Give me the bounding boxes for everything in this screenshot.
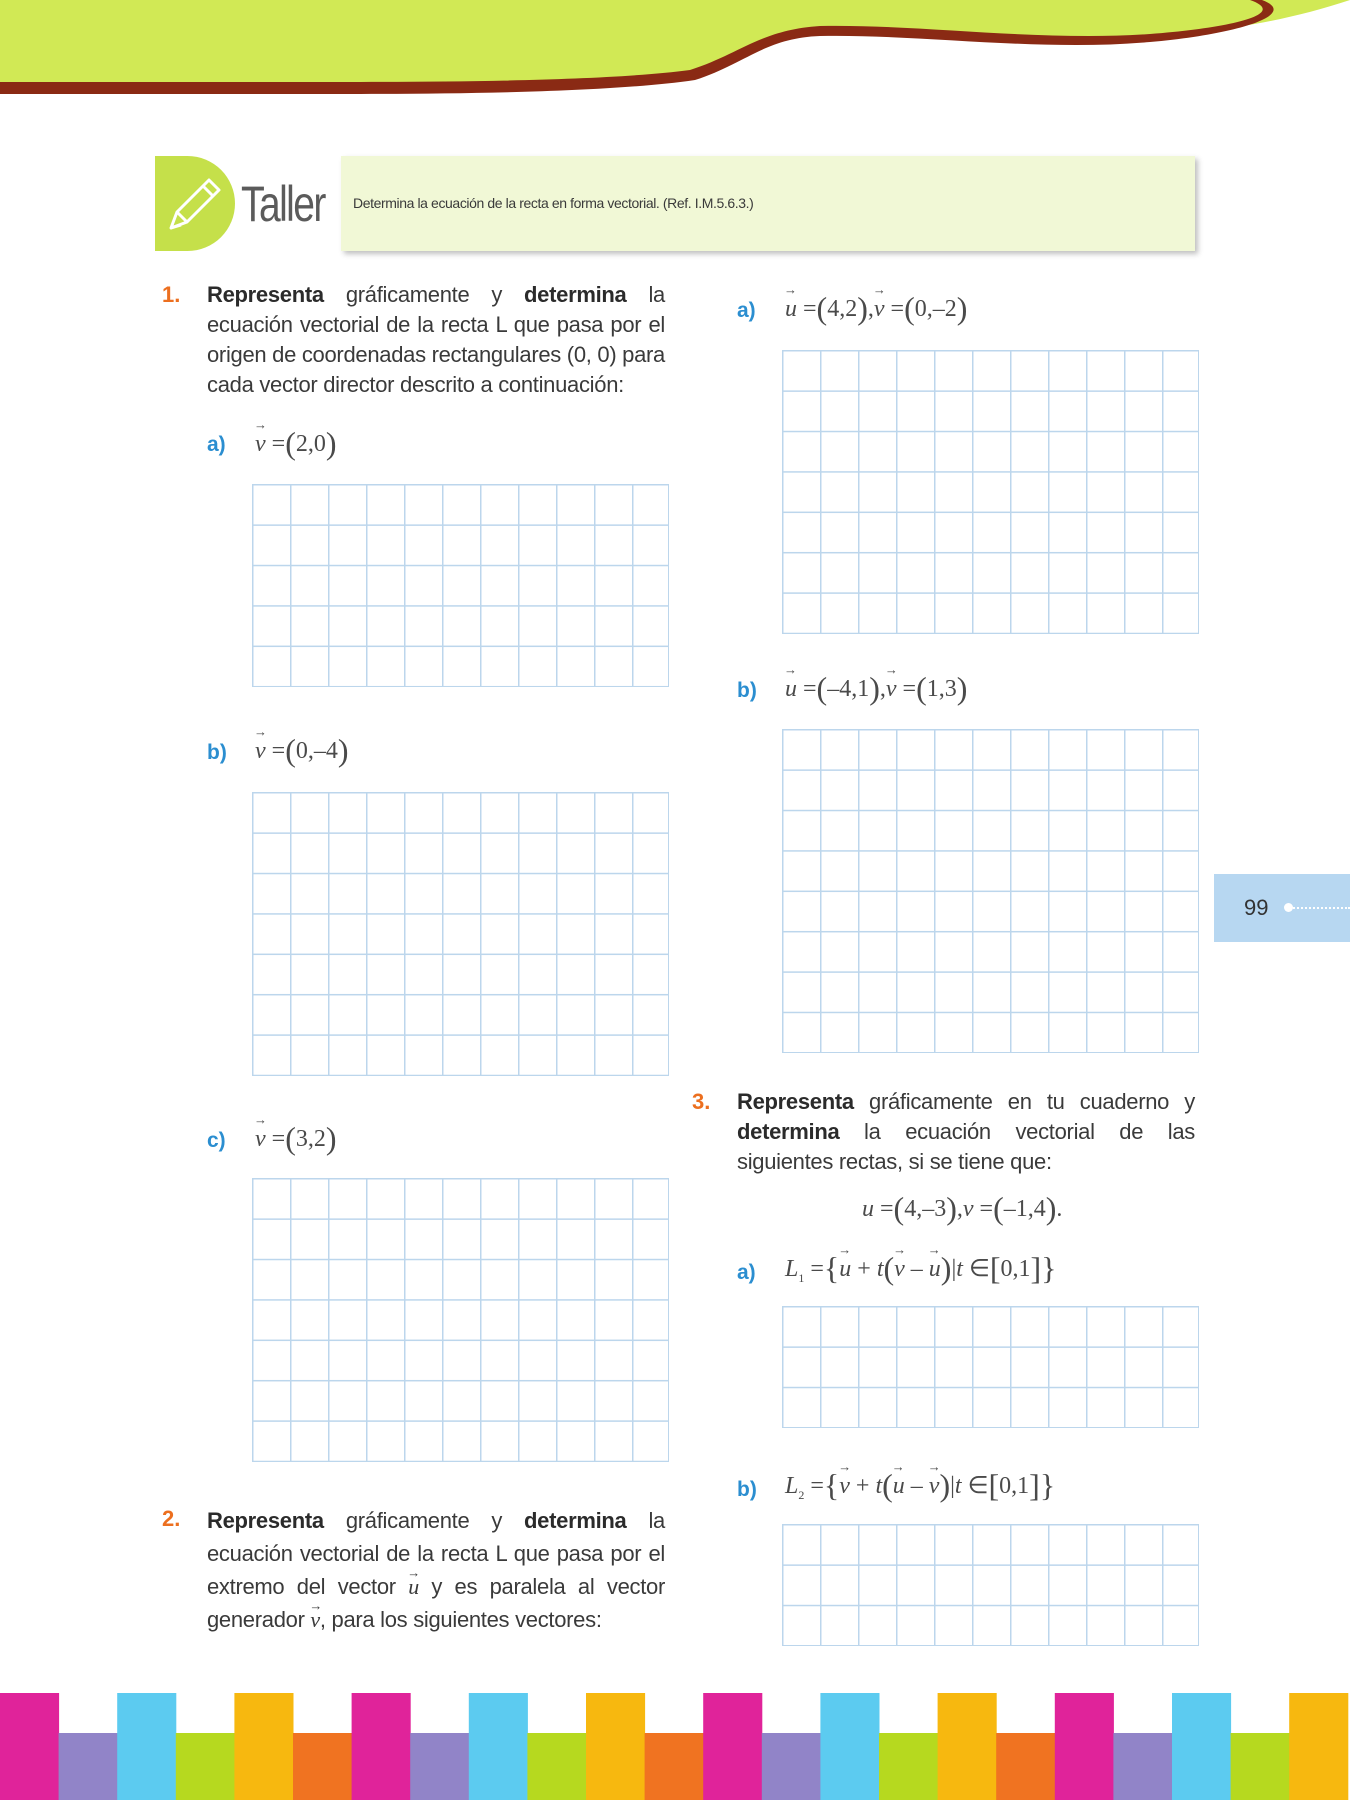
exercise-3b-label: b) [737,1478,757,1501]
stripe-short [1113,1733,1172,1800]
vector-b: → v [929,1473,940,1500]
exercise-1-bold-represent: Representa [207,282,324,307]
equals-sign: = [271,738,286,764]
stripe-short [996,1733,1055,1800]
stripe-tall [1289,1693,1348,1800]
exercise-3b-equation: $L_2$ ={→ v + t(→ u – → v)|t ∈[0,1]} [785,1467,1055,1504]
page-number-tab [1214,874,1350,942]
stripe-short [645,1733,704,1800]
header-wave [0,0,1350,100]
bottom-stripes [0,1693,1350,1800]
vector-a: → u [893,1473,905,1500]
paren-close: ) [325,425,337,461]
u-values: –4,1 [827,676,870,702]
exercise-1a-grid [252,484,669,687]
taller-icon-tab [155,156,235,251]
stripe-short [176,1733,235,1800]
paren-open: ( [285,425,296,461]
exercise-2b-label: b) [737,679,757,702]
exercise-2-text-1: gráficamente y [323,1508,525,1533]
stripe-tall [469,1693,528,1800]
vector-values: 3,2 [295,1126,326,1152]
line-subscript: 2 [798,1487,805,1502]
vector-v: → v [255,1126,266,1153]
exercise-3-number: 3. [692,1089,711,1114]
stripe-tall [703,1693,762,1800]
exercise-2-number: 2. [162,1506,181,1531]
given-u: u [862,1196,874,1222]
exercise-3b-grid [782,1524,1199,1646]
exercise-3-bold-determine: determina [737,1119,840,1144]
stripe-short [410,1733,469,1800]
stripe-tall [234,1693,293,1800]
vector-v: → v [255,431,266,458]
stripe-tall [1172,1693,1231,1800]
exercise-1-number: 1. [162,282,181,307]
stripe-short [1231,1733,1290,1800]
vector-v: → v [874,296,885,323]
exercise-3-given-vectors: u =(4,–3),v =(–1,4). [862,1190,1063,1226]
stripe-tall [820,1693,879,1800]
exercise-1-text [207,280,665,400]
exercise-1c-label: c) [207,1129,226,1152]
vector-v: → v [310,1603,319,1636]
taller-banner [155,156,1195,251]
exercise-2a-grid [782,350,1199,634]
exercise-3a-equation: $L_1$ ={→ u + t(→ v – → u)|t ∈[0,1]} [785,1250,1057,1287]
exercise-2-text-4: , para los siguientes vectores: [319,1607,602,1632]
exercise-1b-label: b) [207,741,227,764]
line-L: L [785,1473,799,1499]
exercise-2-text-3: y es paralela al vector generador [207,1574,665,1632]
vector-a: → v [894,1256,905,1283]
vector-v: → v [255,738,266,765]
stripe-short [59,1733,118,1800]
exercise-1a-vector [255,425,337,462]
exercise-2b-vectors: → u =(–4,1),→ v =(1,3) [785,670,967,707]
exercise-2-bold-determine: determina [524,1508,627,1533]
exercise-1b-vector [255,732,349,769]
stripe-tall [586,1693,645,1800]
page-dotted-line [1290,907,1350,911]
paren-close: ) [325,1120,337,1156]
exercise-2-text [207,1504,665,1636]
exercise-1-bold-determine: determina [524,282,627,307]
stripe-short [527,1733,586,1800]
u-values: 4,2 [827,296,858,322]
vector-u: → u [408,1570,419,1603]
vector-b: → u [929,1256,941,1283]
given-v: v [962,1196,974,1222]
instruction-text: Determina la ecuación de la recta en forma vectorial. (Ref. I.M.5.6.3.) [353,195,754,211]
interval-values: 0,1 [999,1473,1030,1499]
vector-u: → u [785,676,797,703]
stripe-tall [938,1693,997,1800]
interval-values: 0,1 [1000,1256,1031,1282]
vector-values: 0,–4 [295,738,338,764]
exercise-2b-grid [782,729,1199,1053]
vector-first: → v [839,1473,850,1500]
stripe-tall [117,1693,176,1800]
paren-open: ( [285,732,296,768]
exercise-3-text [737,1087,1195,1177]
instruction-box [341,156,1195,251]
stripe-tall [1055,1693,1114,1800]
stripe-short [293,1733,352,1800]
v-values: 0,–2 [914,296,957,322]
exercise-1c-vector [255,1120,337,1157]
page-number: 99 [1244,895,1269,920]
exercise-3-text-2: la ecuación vectorial de las siguientes rectas, si se tiene que: [737,1119,1195,1174]
line-subscript: 1 [798,1270,805,1285]
exercise-1c-grid [252,1178,669,1462]
exercise-2a-label: a) [737,299,756,322]
paren-close: ) [337,732,349,768]
stripe-short [762,1733,821,1800]
line-L: L [785,1256,799,1282]
vector-v: → v [886,676,897,703]
exercise-3a-label: a) [737,1261,756,1284]
exercise-3-bold-represent: Representa [737,1089,854,1114]
v-values: 1,3 [926,676,957,702]
equals-sign: = [271,1126,286,1152]
given-u-values: 4,–3 [904,1196,947,1222]
exercise-1a-label: a) [207,433,226,456]
exercise-1-text-1: gráficamente y [323,282,525,307]
given-v-values: –1,4 [1003,1196,1046,1222]
vector-u: → u [785,296,797,323]
taller-title: Taller [241,176,325,232]
vector-first: → u [839,1256,851,1283]
exercise-2a-vectors: → u =(4,2),→ v =(0,–2) [785,290,967,327]
stripe-tall [352,1693,411,1800]
equals-sign: = [271,431,286,457]
stripe-tall [0,1693,59,1800]
vector-values: 2,0 [295,431,326,457]
exercise-3-text-1: gráficamente en tu cuaderno y [853,1089,1195,1114]
exercise-1-text-2: la ecuación vectorial de la recta L que pasa por el origen de coordenadas rectangulares (0, 0) para cada vector director descrito a continuación: [207,282,665,397]
stripe-short [879,1733,938,1800]
exercise-1b-grid [252,792,669,1076]
exercise-3a-grid [782,1306,1199,1428]
exercise-2-text-2: la ecuación vectorial de la recta L que pasa por el extremo del vector [207,1508,665,1599]
paren-open: ( [285,1120,296,1156]
exercise-2-bold-represent: Representa [207,1508,324,1533]
pencil-icon [163,170,225,236]
